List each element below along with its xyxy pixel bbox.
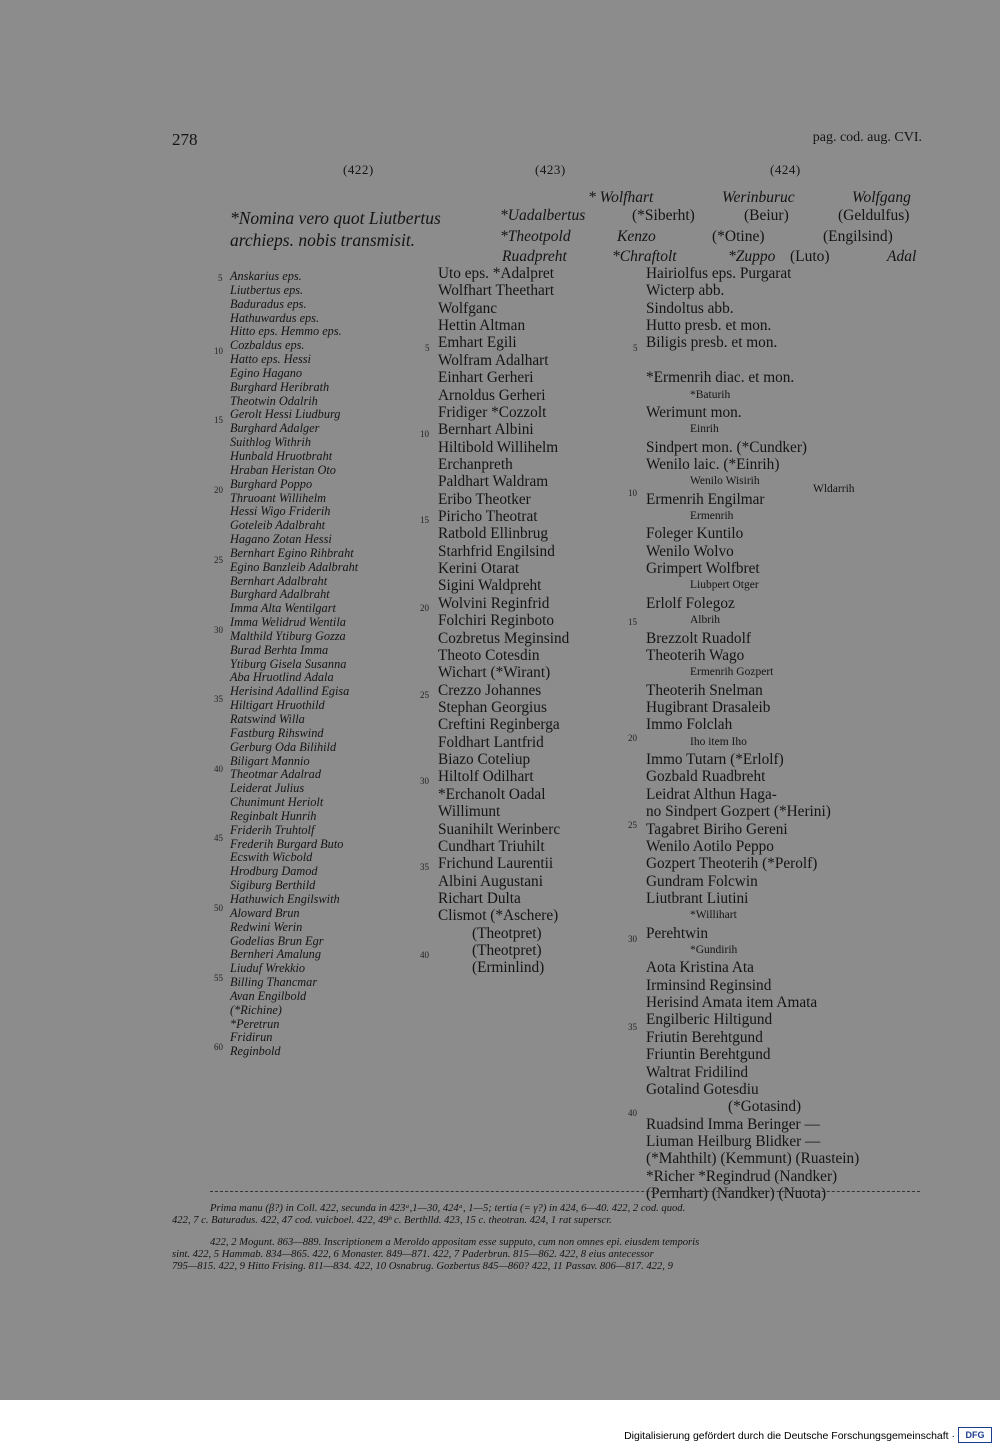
entry-line: Redwini Werin [230, 919, 303, 934]
entry-line: Arnoldus Gerheri [438, 386, 546, 404]
line-number: 35 [214, 694, 223, 704]
line-number: 10 [628, 488, 637, 498]
top-row2-a: *Uadalbertus [500, 207, 586, 224]
entry-line: Bernheri Amalung [230, 947, 321, 962]
entry-line: Wenilo laic. (*Einrih) [646, 455, 780, 473]
entry-line: Hathuwardus eps. [230, 310, 320, 325]
entry-line: Burad Berhta Imma [230, 642, 329, 657]
entry-line: Albini Augustani [438, 872, 543, 890]
line-number: 10 [214, 346, 223, 356]
column-heading-422: (422) [343, 162, 374, 177]
entry-line: Einhart Gerheri [438, 369, 534, 387]
entry-line: Hraban Heristan Oto [230, 462, 336, 477]
top-row3-d: (Engilsind) [823, 228, 893, 245]
line-number: 15 [214, 415, 223, 425]
entry-line: Paldhart Waldram [438, 473, 549, 491]
entry-line: Ratbold Ellinbrug [438, 525, 549, 543]
entry-line: Theoterih Wago [646, 646, 745, 664]
column-heading-423: (423) [535, 162, 566, 177]
column-422 [230, 270, 420, 1059]
line-number: 25 [214, 555, 223, 565]
top-row4-a: Ruadpreht [502, 248, 567, 265]
entry-line: Liubpert Otger [690, 579, 759, 592]
col424-marginal-name: Wldarrih [813, 483, 855, 495]
line-number: 30 [420, 776, 429, 786]
entry-line: Immo Tutarn (*Erlolf) [646, 751, 784, 769]
footnote-line: 422, 7 c. Baturadus. 422, 47 cod. vuicboel. 422, 49ᵇ c. Berthlld. 423, 15 c. theotran. 424, 1 rat superscr. [172, 1215, 612, 1226]
entry-line: Brezzolt Ruadolf [646, 629, 751, 647]
entry-line: Suithlog Withrih [230, 435, 311, 450]
entry-line: Hitto eps. Hemmo eps. [230, 324, 342, 339]
entry-line: Burghard Adalbraht [230, 587, 330, 602]
entry-line: Burghard Heribrath [230, 379, 330, 394]
top-row3-a: *Theotpold [500, 228, 571, 245]
entry-line: Hugibrant Drasaleib [646, 698, 771, 716]
entry-line: Gozbald Ruadbreht [646, 768, 766, 786]
entry-line: Hunbald Hruotbraht [230, 448, 333, 463]
entry-line: Reginbold [230, 1044, 281, 1059]
page-number: 278 [172, 130, 198, 149]
entry-line: Kerini Otarat [438, 560, 520, 578]
footnote-line: sint. 422, 5 Hammab. 834—865. 422, 6 Monaster. 849—871. 422, 7 Paderbrun. 815—862. 422, 8 eius antecessor [172, 1249, 654, 1260]
entry-line: Herisind Adallind Egisa [230, 684, 350, 699]
entry-line: Malthild Ytiburg Gozza [230, 628, 346, 643]
entry-line: Wolfhart Theethart [438, 282, 555, 300]
entry-line: Gozpert Theoterih (*Perolf) [646, 855, 818, 873]
entry-line: (Theotpret) [472, 924, 542, 942]
entry-line: Tagabret Biriho Gereni [646, 820, 788, 838]
line-number: 20 [628, 733, 637, 743]
entry-line: *Peretrun [230, 1016, 280, 1031]
entry-line: Eribo Theotker [438, 490, 531, 508]
entry-line: Einrih [690, 423, 719, 436]
entry-line: Foldhart Lantfrid [438, 733, 544, 751]
running-title: pag. cod. aug. CVI. [812, 130, 922, 145]
entry-line: Hiltibold Willihelm [438, 438, 559, 456]
entry-line: Bernhart Albini [438, 421, 534, 439]
entry-line: Wichart (*Wirant) [438, 664, 551, 682]
footnote-line: Prima manu (β?) in Coll. 422, secunda in 423ᵃ,1—30, 424ᵃ, 1—5; tertia (= γ?) in 424, 6—40. 422, 2 cod. quod. [210, 1203, 686, 1214]
entry-line: Wenilo Wisirih [690, 475, 760, 488]
entry-line: Hiltigart Hruothild [230, 698, 325, 713]
line-number: 25 [628, 820, 637, 830]
entry-line: Theotmar Adalrad [230, 767, 321, 782]
entry-line: Ytiburg Gisela Susanna [230, 656, 347, 671]
entry-line: Hessi Wigo Friderih [230, 504, 331, 519]
entry-line: Fastburg Rihswind [230, 725, 324, 740]
top-row1-c: Wolfgang [852, 189, 911, 206]
entry-line: Hagano Zotan Hessi [230, 532, 332, 547]
column-424 [646, 265, 926, 1202]
entry-line: Grimpert Wolfbret [646, 560, 760, 578]
footnote-rule [210, 1191, 920, 1192]
entry-line: Baduradus eps. [230, 296, 307, 311]
entry-line: Hettin Altman [438, 317, 526, 335]
line-number: 25 [420, 690, 429, 700]
entry-line: Hrodburg Damod [230, 864, 318, 879]
entry-line: Theoto Cotesdin [438, 646, 540, 664]
entry-line: Hiltolf Odilhart [438, 768, 534, 786]
line-number: 30 [628, 934, 637, 944]
entry-line: Biligis presb. et mon. [646, 334, 778, 352]
column-heading-424: (424) [770, 162, 801, 177]
line-number: 20 [214, 485, 223, 495]
entry-line: Imma Welidrud Wentila [230, 615, 346, 630]
entry-line: Hathuwich Engilswith [230, 891, 340, 906]
top-row4-b: *Chraftolt [612, 248, 677, 265]
entry-line: Liuduf Wrekkio [230, 961, 306, 976]
entry-line: Burghard Poppo [230, 476, 313, 491]
entry-line: Bernhart Adalbraht [230, 573, 328, 588]
top-row2-d: (Geldulfus) [838, 207, 910, 224]
line-number: 45 [214, 833, 223, 843]
entry-line: Folchiri Reginboto [438, 612, 554, 630]
entry-line: Uto eps. *Adalpret [438, 265, 554, 282]
entry-line: Avan Engilbold [230, 988, 307, 1003]
entry-line: Albrih [690, 614, 721, 627]
entry-line: Stephan Georgius [438, 698, 547, 716]
entry-line: Bernhart Egino Rihbraht [230, 545, 354, 560]
entry-line: Gerolt Hessi Liudburg [230, 407, 341, 422]
entry-line: Anskarius eps. [230, 269, 302, 283]
line-number: 40 [214, 764, 223, 774]
entry-line: Wolvini Reginfrid [438, 594, 550, 612]
entry-line: *Willihart [690, 909, 737, 922]
entry-line: Friderih Truhtolf [230, 822, 315, 837]
entry-line: Frichund Laurentii [438, 855, 554, 873]
entry-line: Friutin Berehtgund [646, 1028, 763, 1046]
entry-line: Godelias Brun Egr [230, 933, 324, 948]
entry-line: Gotalind Gotesdiu [646, 1080, 759, 1098]
entry-line: Herisind Amata item Amata [646, 994, 818, 1012]
line-number: 40 [420, 950, 429, 960]
entry-line: Thruoant Willihelm [230, 490, 326, 505]
line-number: 40 [628, 1108, 637, 1118]
entry-line: Egino Banzleib Adalbraht [230, 559, 359, 574]
entry-line: *Baturih [690, 388, 731, 401]
entry-line: Ruadsind Imma Beringer — [646, 1115, 820, 1133]
top-row4-e: Adal [887, 248, 917, 265]
line-number: 5 [425, 343, 430, 353]
entry-line: Aloward Brun [230, 905, 300, 920]
footnote-line: 795—815. 422, 9 Hitto Frising. 811—834. 422, 10 Osnabrug. Gozbertus 845—860? 422, 11 Passav. 806—817. 422, 9 [172, 1261, 673, 1272]
entry-line: Ratswind Willa [230, 712, 305, 726]
line-number: 5 [633, 343, 638, 353]
entry-line: Creftini Reginberga [438, 716, 560, 734]
entry-line: Fridiger *Cozzolt [438, 403, 547, 421]
entry-line: Leidrat Althun Haga- [646, 785, 777, 803]
entry-line: Iho item Iho [690, 735, 747, 748]
entry-line: *Erchanolt Oadal [438, 785, 546, 803]
entry-line: Theoterih Snelman [646, 681, 763, 699]
entry-line: Burghard Adalger [230, 421, 320, 436]
entry-line: Egino Hagano [230, 365, 303, 380]
entry-line: Engilberic Hiltigund [646, 1011, 773, 1029]
entry-line: Gundram Folcwin [646, 872, 758, 890]
entry-line: no Sindpert Gozpert (*Herini) [646, 803, 831, 821]
top-row2-b: (*Siberht) [632, 207, 695, 224]
entry-line: Emhart Egili [438, 334, 517, 352]
intro-line-1: *Nomina vero quot Liutbertus [230, 208, 441, 228]
entry-line: Wicterp abb. [646, 282, 725, 300]
entry-line: Suanihilt Werinberc [438, 820, 561, 838]
entry-line: Cozbaldus eps. [230, 338, 305, 353]
entry-line: Liutbertus eps. [230, 282, 304, 297]
line-number: 35 [420, 862, 429, 872]
entry-line: Chunimunt Heriolt [230, 795, 324, 810]
top-row3-c: (*Otine) [712, 228, 765, 245]
footnote-line: 422, 2 Mogunt. 863—889. Inscriptionem a Meroldo appositam esse supputo, cum non omnes epi. eiusdem temporis [210, 1237, 700, 1248]
entry-line: Aba Hruotlind Adala [230, 670, 334, 685]
top-row3-b: Kenzo [617, 228, 656, 245]
entry-line: (*Mahthilt) (Kemmunt) (Ruastein) [646, 1150, 860, 1168]
column-423 [438, 265, 618, 977]
entry-line: Wolfganc [438, 299, 498, 317]
entry-line: Friuntin Berehtgund [646, 1046, 771, 1064]
entry-line: Foleger Kuntilo [646, 525, 744, 543]
entry-line: Clismot (*Aschere) [438, 907, 559, 925]
entry-line: (*Richine) [230, 1002, 282, 1017]
entry-line: Willimunt [438, 803, 501, 821]
top-row2-c: (Beiur) [744, 207, 789, 224]
entry-line: Sigiburg Berthild [230, 878, 316, 893]
entry-line: *Ermenrih diac. et mon. [646, 369, 795, 387]
line-number: 35 [628, 1022, 637, 1032]
top-row4-c: *Zuppo [728, 248, 776, 265]
entry-line: Ermenrih [690, 510, 734, 523]
entry-line: Hatto eps. Hessi [230, 352, 311, 367]
line-number: 50 [214, 903, 223, 913]
intro-line-2: archieps. nobis transmisit. [230, 230, 416, 250]
entry-line: Erlolf Folegoz [646, 594, 735, 612]
entry-line: (*Gotasind) [728, 1098, 802, 1116]
entry-line: (Erminlind) [472, 959, 545, 977]
entry-line: Wolfram Adalhart [438, 351, 549, 369]
entry-line: *Richer *Regindrud (Nandker) [646, 1167, 838, 1185]
line-number: 55 [214, 973, 223, 983]
entry-line: Sindoltus abb. [646, 299, 734, 317]
entry-line: (Pernhart) (Nandker) (Nuota) [646, 1185, 827, 1203]
entry-line: (Theotpret) [472, 942, 542, 960]
entry-line: Biligart Mannio [230, 753, 310, 768]
line-number: 5 [218, 273, 223, 283]
entry-line: Aota Kristina Ata [646, 959, 754, 977]
line-number: 60 [214, 1042, 223, 1052]
line-number: 15 [628, 617, 637, 627]
entry-line: Hutto presb. et mon. [646, 317, 772, 335]
entry-line: Wenilo Aotilo Peppo [646, 837, 774, 855]
entry-line: Biazo Coteliup [438, 751, 531, 769]
entry-line: Billing Thancmar [230, 975, 318, 990]
line-number: 10 [420, 429, 429, 439]
entry-line: Starhfrid Engilsind [438, 542, 555, 560]
entry-line: Wenilo Wolvo [646, 542, 734, 560]
entry-line: Liutbrant Liutini [646, 889, 749, 907]
entry-line: Cozbretus Meginsind [438, 629, 570, 647]
entry-line: Theotwin Odalrih [230, 393, 318, 408]
entry-line: Ermenrih Gozpert [690, 666, 774, 679]
entry-line: Perehtwin [646, 924, 709, 942]
entry-line: Cundhart Triuhilt [438, 837, 545, 855]
entry-line: Fridirun [230, 1030, 273, 1045]
entry-line: Erchanpreth [438, 455, 513, 473]
entry-line: Ermenrih Engilmar [646, 490, 765, 508]
entry-line: Sigini Waldpreht [438, 577, 542, 595]
entry-line: Gerburg Oda Bilihild [230, 739, 337, 754]
line-number: 30 [214, 625, 223, 635]
entry-line: Goteleib Adalbraht [230, 518, 326, 533]
entry-line: Werimunt mon. [646, 403, 742, 421]
entry-line: *Gundirih [690, 944, 738, 957]
entry-line: Crezzo Johannes [438, 681, 542, 699]
entry-line: Leiderat Julius [230, 781, 305, 796]
entry-line: Immo Folclah [646, 716, 733, 734]
entry-line: Imma Alta Wentilgart [230, 601, 336, 616]
entry-line: Liuman Heilburg Blidker — [646, 1132, 821, 1150]
top-row4-d: (Luto) [790, 248, 830, 265]
entry-line: Piricho Theotrat [438, 508, 538, 526]
line-number: 15 [420, 515, 429, 525]
entry-line: Richart Dulta [438, 889, 521, 907]
entry-line: Irminsind Reginsind [646, 976, 772, 994]
entry-line: Frederih Burgard Buto [230, 836, 344, 851]
entry-line: Hairiolfus eps. Purgarat [646, 265, 792, 282]
dfg-logo: DFG [958, 1427, 992, 1443]
entry-line: Reginbalt Hunrih [230, 808, 317, 823]
dfg-credit: Digitalisierung gefördert durch die Deutsche Forschungsgemeinschaft · [624, 1430, 955, 1442]
top-row1-a: * Wolfhart [588, 189, 654, 206]
top-row1-b: Werinburuc [722, 189, 795, 206]
entry-line [646, 352, 926, 369]
entry-line: Sindpert mon. (*Cundker) [646, 438, 808, 456]
entry-line: Waltrat Fridilind [646, 1063, 749, 1081]
line-number: 20 [420, 603, 429, 613]
entry-line: Ecswith Wicbold [230, 850, 313, 865]
